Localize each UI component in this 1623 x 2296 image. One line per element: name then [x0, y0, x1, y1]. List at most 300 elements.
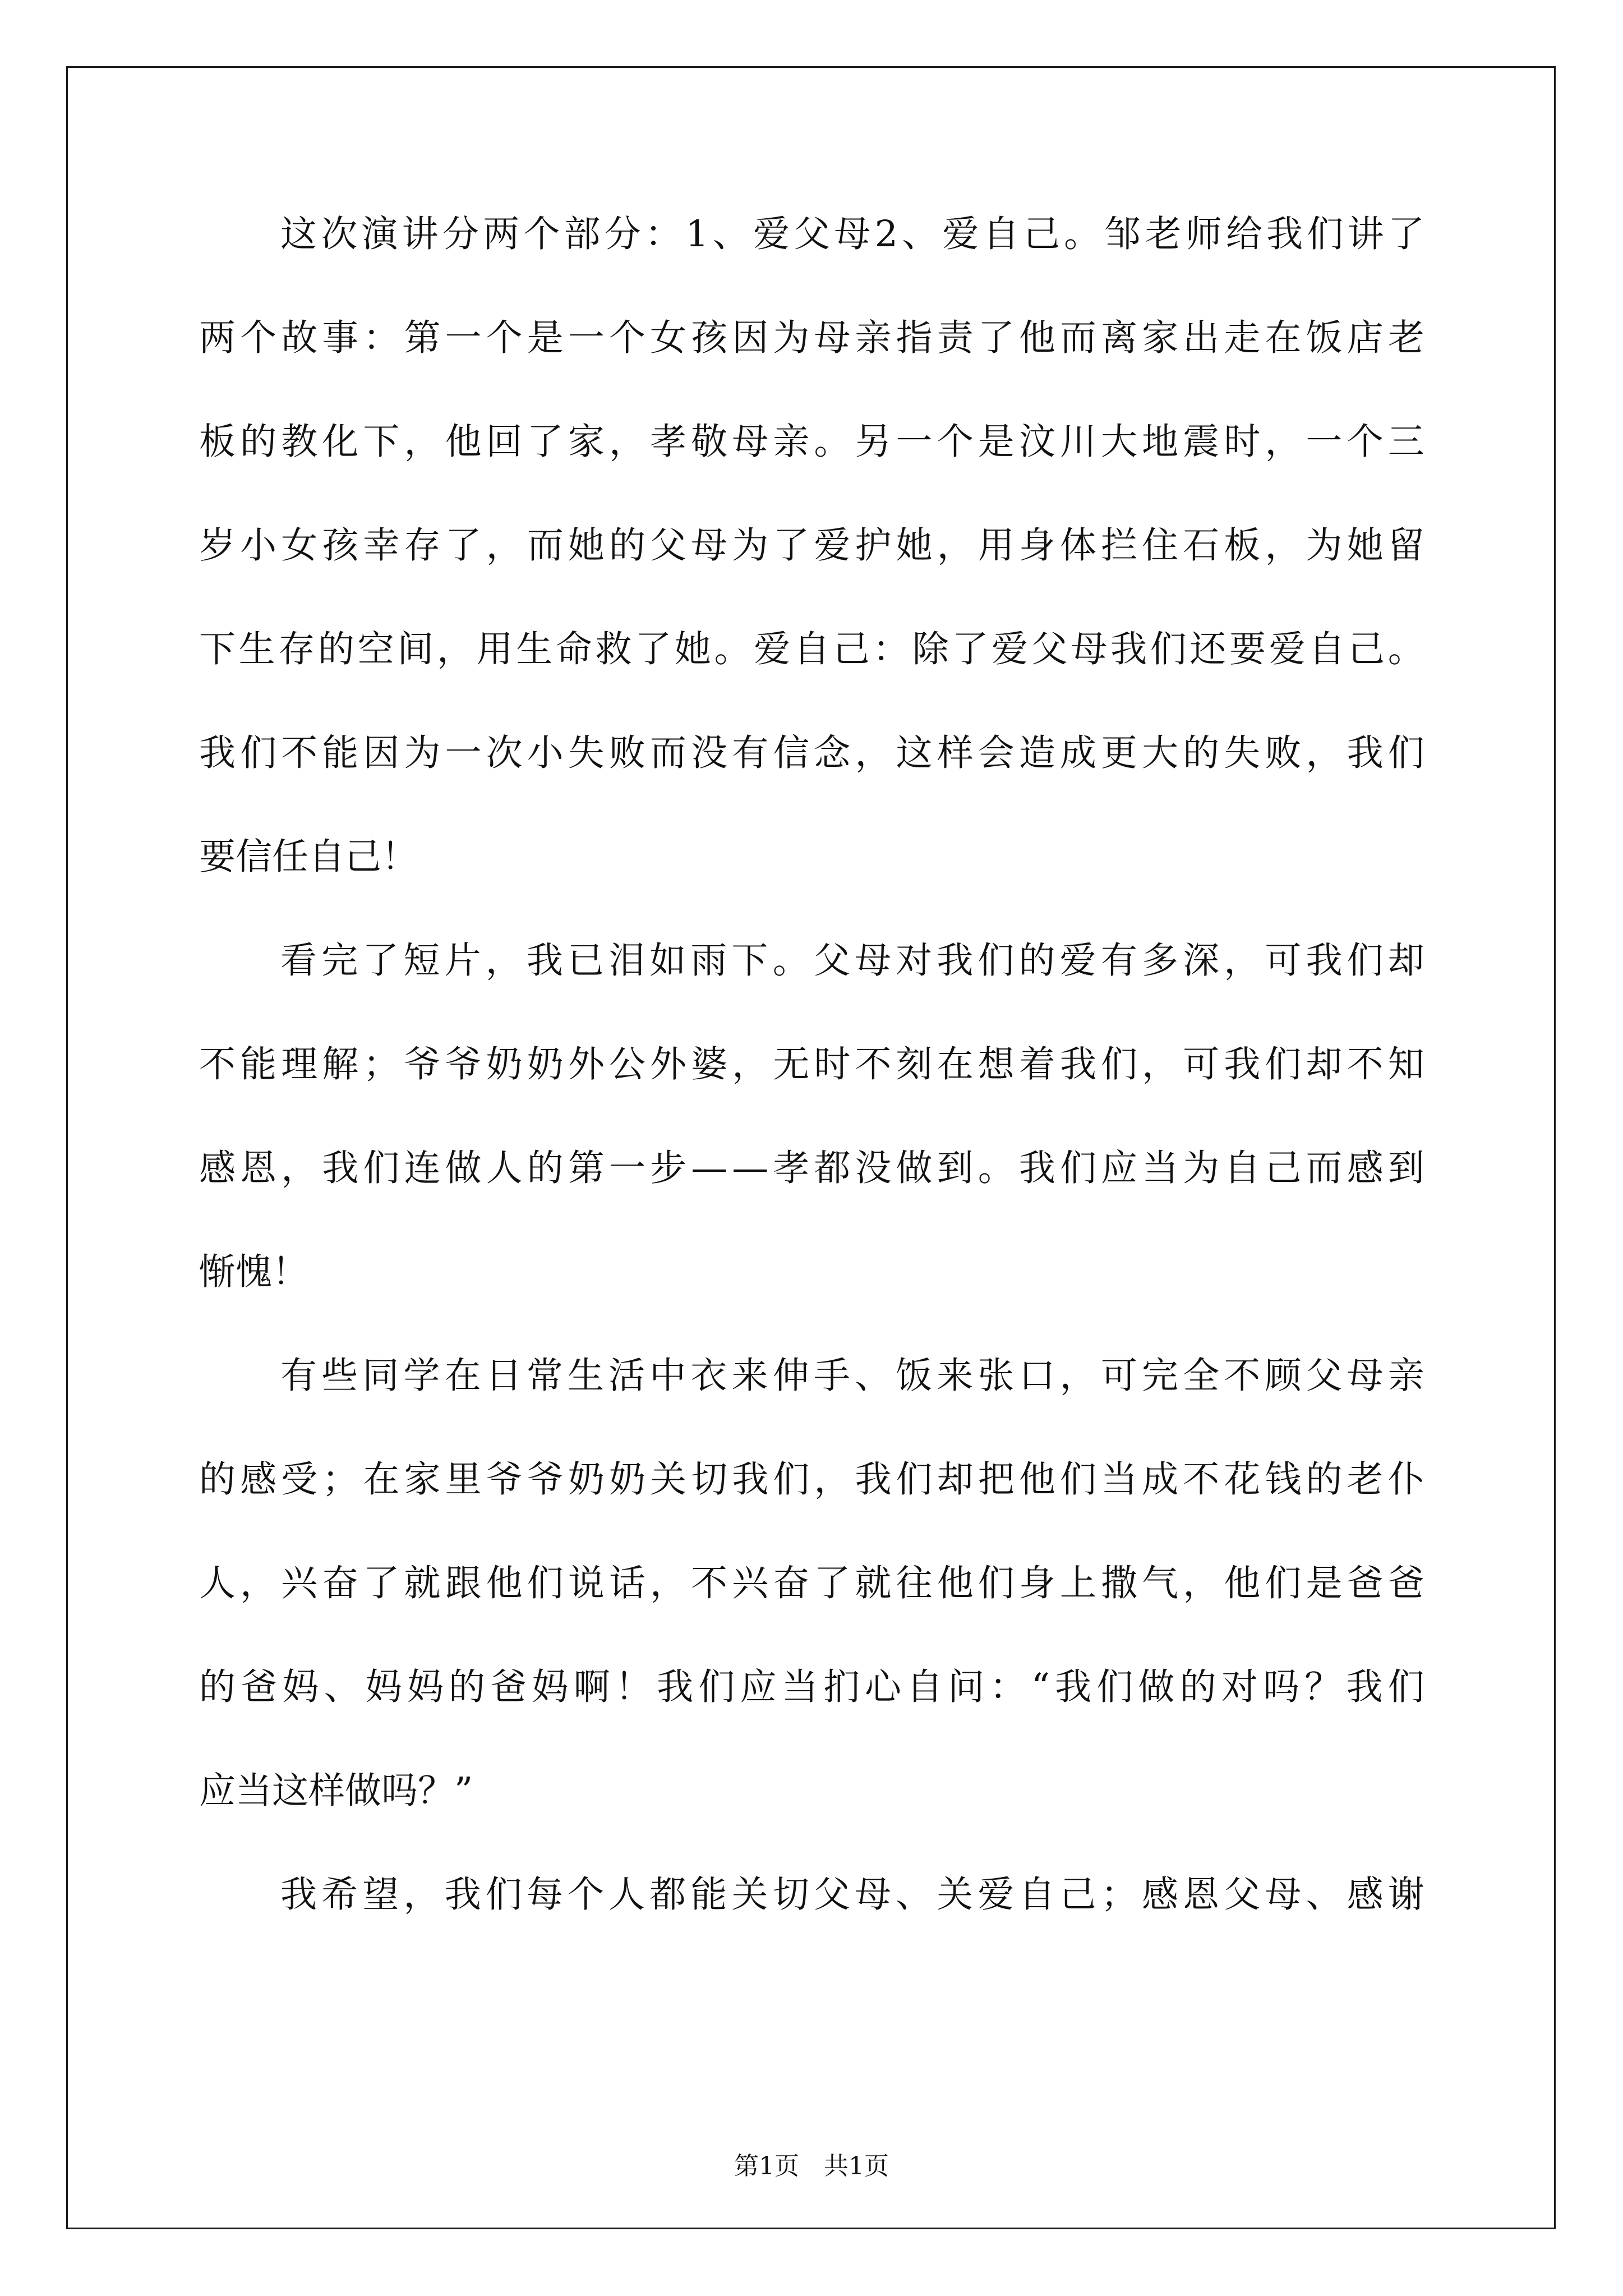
text-char: 我 [199, 732, 236, 774]
text-char: 我 [1018, 1147, 1055, 1189]
text-char: 第 [568, 1147, 605, 1189]
text-char: 会 [978, 732, 1015, 774]
text-char: 兴 [281, 1562, 318, 1604]
text-char: 家 [404, 1458, 441, 1501]
text-char: 失 [568, 732, 605, 774]
text-char: 这 [896, 732, 933, 774]
text-char: 亲 [855, 317, 892, 359]
text-char: 能 [690, 1874, 727, 1916]
text-char: 存 [278, 628, 315, 670]
text-char: 个 [567, 1874, 604, 1916]
text-char: 孩 [322, 524, 359, 567]
text-char: 来 [731, 1355, 768, 1397]
text-char: 知 [1387, 1043, 1424, 1085]
text-char: 震 [1183, 421, 1220, 463]
text-line [199, 942, 1424, 1046]
text-char: 我 [657, 1666, 694, 1708]
text-char: 问 [948, 1666, 985, 1708]
text-char: 应 [1101, 1147, 1138, 1189]
text-char: ， [608, 421, 645, 463]
text-char: 要 [1229, 628, 1266, 670]
text-char: 的 [199, 1666, 236, 1708]
text-char: 爱 [1059, 940, 1096, 982]
text-char: 受 [281, 1458, 318, 1501]
text-line [199, 317, 1424, 424]
text-char: 一 [445, 317, 482, 359]
text-char: 了 [1387, 213, 1424, 255]
text-char: 了 [773, 524, 810, 567]
text-char: 恩 [1183, 1874, 1220, 1916]
text-char: 就 [404, 1562, 441, 1604]
text-char: 张 [978, 1355, 1015, 1397]
text-char: 下 [199, 628, 236, 670]
text-char: 生 [238, 628, 275, 670]
text-char: 邹 [1104, 213, 1141, 255]
text-char: 都 [649, 1874, 686, 1916]
text-char: 大 [1101, 421, 1138, 463]
text-char: 2 [874, 213, 898, 255]
text-char: 做 [896, 1147, 933, 1189]
text-char: 我 [1266, 213, 1303, 255]
text-char: 爸 [241, 1666, 278, 1708]
text-char: 短 [403, 940, 440, 982]
text-char: ， [732, 1043, 769, 1085]
text-char: 住 [1142, 524, 1179, 567]
text-char: ； [322, 1458, 359, 1501]
text-char: 还 [1189, 628, 1227, 670]
text-char: 部 [564, 213, 601, 255]
text-char: 可 [1100, 1355, 1137, 1397]
text-char: 三 [1387, 421, 1424, 463]
text-char: 自 [906, 1666, 943, 1708]
text-char: ， [1183, 1562, 1220, 1604]
text-char: 人 [199, 1562, 236, 1604]
text-char: — [732, 1147, 769, 1189]
text-char: 的 [1018, 940, 1055, 982]
text-char: 而 [527, 524, 564, 567]
text-char: 了 [978, 317, 1015, 359]
text-char: 了 [952, 628, 989, 670]
text-char: 谢 [1387, 1874, 1424, 1916]
text-char: 师 [1185, 213, 1222, 255]
text-char: ， [485, 940, 522, 982]
text-char: 、 [896, 1874, 933, 1916]
text-char: 每 [526, 1874, 563, 1916]
text-line [199, 1666, 1424, 1773]
text-char: 理 [281, 1043, 318, 1085]
text-char: 为 [732, 524, 769, 567]
text-char: ， [436, 628, 473, 670]
text-char: 妈 [282, 1666, 319, 1708]
text-char: 。 [978, 1147, 1015, 1189]
text-char: 而 [1306, 1147, 1343, 1189]
text-char: 演 [361, 213, 398, 255]
text-char: 我 [1224, 1043, 1261, 1085]
text-char: 们 [978, 940, 1015, 982]
text-char: 母 [1347, 1355, 1384, 1397]
text-char: 外 [568, 1043, 605, 1085]
text-char: 当 [781, 1666, 818, 1708]
text-char: 在 [1265, 317, 1302, 359]
text-char: 我 [855, 1458, 892, 1501]
text-char: 女 [650, 317, 687, 359]
text-char: 我 [1306, 940, 1343, 982]
text-char: 爸 [490, 1666, 527, 1708]
text-char: 、 [324, 1666, 361, 1708]
text-char: 爱 [978, 1874, 1015, 1916]
text-char: ， [404, 421, 441, 463]
text-char: 事 [322, 317, 359, 359]
text-char: 败 [608, 732, 645, 774]
text-char: 亲 [1387, 1355, 1424, 1397]
text-line [199, 628, 1424, 735]
text-char: 当 [1101, 1458, 1138, 1501]
text-char: 。 [1387, 628, 1424, 670]
text-char: 分 [442, 213, 479, 255]
text-char: 分 [604, 213, 641, 255]
text-line [199, 213, 1424, 320]
text-char: 女 [281, 524, 318, 567]
text-char: 一 [568, 317, 605, 359]
text-char: 到 [937, 1147, 974, 1189]
text-char: 的 [1183, 732, 1220, 774]
text-char: 已 [567, 940, 604, 982]
text-char: 望 [362, 1874, 399, 1916]
text-char: ， [1306, 732, 1343, 774]
text-char: 里 [445, 1458, 482, 1501]
text-char: 汶 [1018, 421, 1055, 463]
text-char: 一 [445, 732, 482, 774]
text-char: 回 [486, 421, 523, 463]
text-char: 爱 [753, 213, 790, 255]
text-char: 、 [712, 213, 749, 255]
text-char: 生 [567, 1355, 604, 1397]
text-char: 败 [1265, 732, 1302, 774]
text-char: 无 [773, 1043, 810, 1085]
text-char: 不 [1347, 1043, 1384, 1085]
text-char: ， [240, 1562, 277, 1604]
text-char: 的 [240, 421, 277, 463]
text-char: 不 [281, 732, 318, 774]
text-char: 看 [280, 940, 317, 982]
text-char: 命 [555, 628, 592, 670]
text-char: 衣 [690, 1355, 727, 1397]
text-char: 除 [912, 628, 949, 670]
text-char: 自 [1224, 1147, 1261, 1189]
text-line: 应当这样做吗？” [199, 1770, 473, 1812]
text-char: 个 [240, 317, 277, 359]
text-char: 却 [1306, 1043, 1343, 1085]
text-char: 们 [1387, 732, 1424, 774]
text-char: 做 [445, 1147, 482, 1189]
text-char: 另 [855, 421, 892, 463]
text-char: 下 [363, 421, 400, 463]
text-char: 不 [691, 1562, 728, 1604]
text-char: 们 [240, 732, 277, 774]
text-char: 母 [691, 524, 728, 567]
text-char: 爷 [486, 1458, 523, 1501]
text-char: 因 [363, 732, 400, 774]
text-char: ， [1142, 1043, 1179, 1085]
text-char: 母 [732, 421, 769, 463]
text-char: 母 [1265, 1874, 1302, 1916]
text-char: 我 [1346, 1666, 1383, 1708]
text-char: 时 [1224, 421, 1261, 463]
text-char: 们 [485, 1874, 522, 1916]
text-char: 他 [1224, 1562, 1261, 1604]
text-char: 奶 [527, 1043, 564, 1085]
text-char: 人 [608, 1874, 645, 1916]
text-char: 手 [813, 1355, 850, 1397]
text-char: 到 [1387, 1147, 1424, 1189]
text-char: 了 [363, 1562, 400, 1604]
text-char: 化 [322, 421, 359, 463]
text-char: “ [1031, 1666, 1050, 1708]
text-char: 敬 [691, 421, 728, 463]
text-char: 希 [321, 1874, 358, 1916]
text-char: 奋 [322, 1562, 359, 1604]
text-char: 撒 [1101, 1562, 1138, 1604]
text-char: 口 [1018, 1355, 1055, 1397]
text-char: 老 [1347, 1458, 1384, 1501]
text-char: 说 [568, 1562, 605, 1604]
text-char: 奶 [608, 1458, 645, 1501]
text-char: 有 [280, 1355, 317, 1397]
page-number-footer: 第1页 共1页 [734, 2152, 889, 2180]
text-char: 母 [1071, 628, 1108, 670]
text-char: 们 [978, 1562, 1015, 1604]
text-char: 次 [486, 732, 523, 774]
text-char: 对 [1221, 1666, 1258, 1708]
text-char: 、 [1306, 1874, 1343, 1916]
text-char: 我 [1055, 1666, 1092, 1708]
text-char: 第 [404, 317, 441, 359]
text-char: 想 [978, 1043, 1015, 1085]
text-char: 奶 [568, 1458, 605, 1501]
text-line: 惭愧！ [199, 1251, 309, 1293]
text-char: 走 [1224, 317, 1261, 359]
text-char: 救 [595, 628, 632, 670]
text-char: 们 [1307, 213, 1344, 255]
text-char: 责 [937, 317, 974, 359]
text-char: 拦 [1101, 524, 1138, 567]
text-char: 们 [1059, 1458, 1096, 1501]
text-char: 在 [937, 1043, 974, 1085]
text-char: 一 [896, 421, 933, 463]
text-char: 家 [568, 421, 605, 463]
text-char: 两 [483, 213, 520, 255]
text-char: 失 [1224, 732, 1261, 774]
text-char: 身 [1018, 524, 1055, 567]
text-char: ： [363, 317, 400, 359]
text-char: 留 [1387, 524, 1424, 567]
text-char: 有 [1100, 940, 1137, 982]
text-char: 造 [1018, 732, 1055, 774]
text-char: 解 [322, 1043, 359, 1085]
text-char: ， [650, 1562, 687, 1604]
text-char: 自 [1308, 628, 1345, 670]
text-char: 关 [937, 1874, 974, 1916]
text-char: ！ [615, 1666, 652, 1708]
text-line [199, 1876, 1424, 1980]
text-char: 板 [199, 421, 236, 463]
text-char: 讲 [1347, 213, 1384, 255]
text-char: 他 [937, 1562, 974, 1604]
text-char: 他 [445, 421, 482, 463]
text-char: 爱 [754, 628, 791, 670]
text-char: 是 [978, 421, 1015, 463]
text-char: 不 [1224, 1355, 1261, 1397]
text-char: 感 [1347, 1874, 1384, 1916]
text-char: 们 [1096, 1666, 1133, 1708]
text-char: 关 [650, 1458, 687, 1501]
text-char: 步 [650, 1147, 687, 1189]
text-char: 仆 [1387, 1458, 1424, 1501]
text-char: 存 [404, 524, 441, 567]
document-body [199, 213, 1424, 1980]
text-char: 就 [855, 1562, 892, 1604]
text-char: 父 [813, 940, 850, 982]
text-char: 感 [1347, 1147, 1384, 1189]
text-char: 的 [317, 628, 354, 670]
text-char: 个 [523, 213, 560, 255]
text-char: 小 [527, 732, 564, 774]
text-char: 。 [814, 421, 851, 463]
text-char: 爸 [1347, 1562, 1384, 1604]
text-char: ： [644, 213, 681, 255]
text-char: 个 [608, 317, 645, 359]
text-char: 因 [732, 317, 769, 359]
text-char: 离 [1101, 317, 1138, 359]
text-char: 能 [322, 732, 359, 774]
text-char: 我 [280, 1874, 317, 1916]
text-char: 当 [1142, 1147, 1179, 1189]
text-char: 们 [896, 1458, 933, 1501]
text-char: 吗 [1263, 1666, 1300, 1708]
text-char: ， [937, 524, 974, 567]
text-char: 生 [516, 628, 553, 670]
text-char: 她 [896, 524, 933, 567]
text-char: ， [855, 732, 892, 774]
text-char: 做 [1138, 1666, 1175, 1708]
text-char: 不 [199, 1043, 236, 1085]
text-char: 他 [1018, 317, 1055, 359]
text-char: 自 [1018, 1874, 1055, 1916]
text-char: 扪 [823, 1666, 860, 1708]
text-char: 出 [1183, 317, 1220, 359]
text-line [199, 421, 1424, 527]
text-char: 幸 [363, 524, 400, 567]
text-char: 孩 [691, 317, 728, 359]
text-char: 我 [526, 940, 563, 982]
text-char: 板 [1224, 524, 1261, 567]
text-char: 己 [1348, 628, 1385, 670]
text-char: 个 [937, 421, 974, 463]
text-char: 却 [1387, 940, 1424, 982]
text-char: 们 [527, 1562, 564, 1604]
text-char: 们 [1101, 1043, 1138, 1085]
text-char: — [691, 1147, 728, 1189]
text-char: 了 [527, 421, 564, 463]
text-char: 她 [674, 628, 711, 670]
text-line [199, 524, 1424, 631]
text-char: 为 [1183, 1147, 1220, 1189]
text-char: 了 [814, 1562, 851, 1604]
text-char: 母 [814, 317, 851, 359]
text-char: 。 [772, 940, 809, 982]
text-char: 活 [608, 1355, 645, 1397]
text-char: 我 [1347, 732, 1384, 774]
text-char: 孝 [650, 421, 687, 463]
text-char: 了 [635, 628, 672, 670]
text-char: 爱 [1269, 628, 1306, 670]
text-char: 为 [1306, 524, 1343, 567]
text-char: 母 [854, 940, 891, 982]
text-char: 念 [814, 732, 851, 774]
text-char: 孝 [773, 1147, 810, 1189]
text-char: 自 [793, 628, 830, 670]
text-char: 妈 [532, 1666, 569, 1708]
text-char: 顾 [1265, 1355, 1302, 1397]
text-char: ； [1100, 1874, 1137, 1916]
text-char: 同 [362, 1355, 399, 1397]
text-char: 而 [1059, 317, 1096, 359]
text-char: 对 [896, 940, 933, 982]
text-char: 恩 [240, 1147, 277, 1189]
text-char: 她 [568, 524, 605, 567]
text-char: 没 [691, 732, 728, 774]
text-char: 为 [773, 317, 810, 359]
text-char: 可 [1265, 940, 1302, 982]
text-char: 信 [773, 732, 810, 774]
text-char: 个 [486, 317, 523, 359]
text-char: 一 [1306, 421, 1343, 463]
text-char: 妈 [407, 1666, 444, 1708]
text-char: 父 [650, 524, 687, 567]
text-char: 们 [1059, 1147, 1096, 1189]
text-char: 奋 [773, 1562, 810, 1604]
text-char: 教 [281, 421, 318, 463]
text-char: 、 [902, 213, 939, 255]
text-char: 他 [1018, 1458, 1055, 1501]
text-char: 完 [321, 940, 358, 982]
text-char: 着 [1018, 1043, 1055, 1085]
text-char: 川 [1059, 421, 1096, 463]
text-char: 人 [486, 1147, 523, 1189]
text-char: 爱 [814, 524, 851, 567]
text-char: ？ [1304, 1666, 1341, 1708]
text-char: 是 [1306, 1562, 1343, 1604]
text-char: 的 [608, 524, 645, 567]
text-char: 在 [444, 1355, 481, 1397]
text-char: 次 [321, 213, 358, 255]
text-char: 。 [714, 628, 751, 670]
text-char: 爱 [942, 213, 979, 255]
text-char: 在 [363, 1458, 400, 1501]
text-char: 父 [1306, 1355, 1343, 1397]
text-char: ， [1265, 524, 1302, 567]
text-char: 气 [1142, 1562, 1179, 1604]
text-char: 己 [1059, 1874, 1096, 1916]
text-char: ； [363, 1043, 400, 1085]
text-char: 母 [854, 1874, 891, 1916]
text-char: ， [1059, 1355, 1096, 1397]
text-char: 刻 [896, 1043, 933, 1085]
text-char: 成 [1059, 732, 1096, 774]
text-char: 己 [833, 628, 870, 670]
text-char: 的 [449, 1666, 486, 1708]
text-char: 的 [1179, 1666, 1216, 1708]
